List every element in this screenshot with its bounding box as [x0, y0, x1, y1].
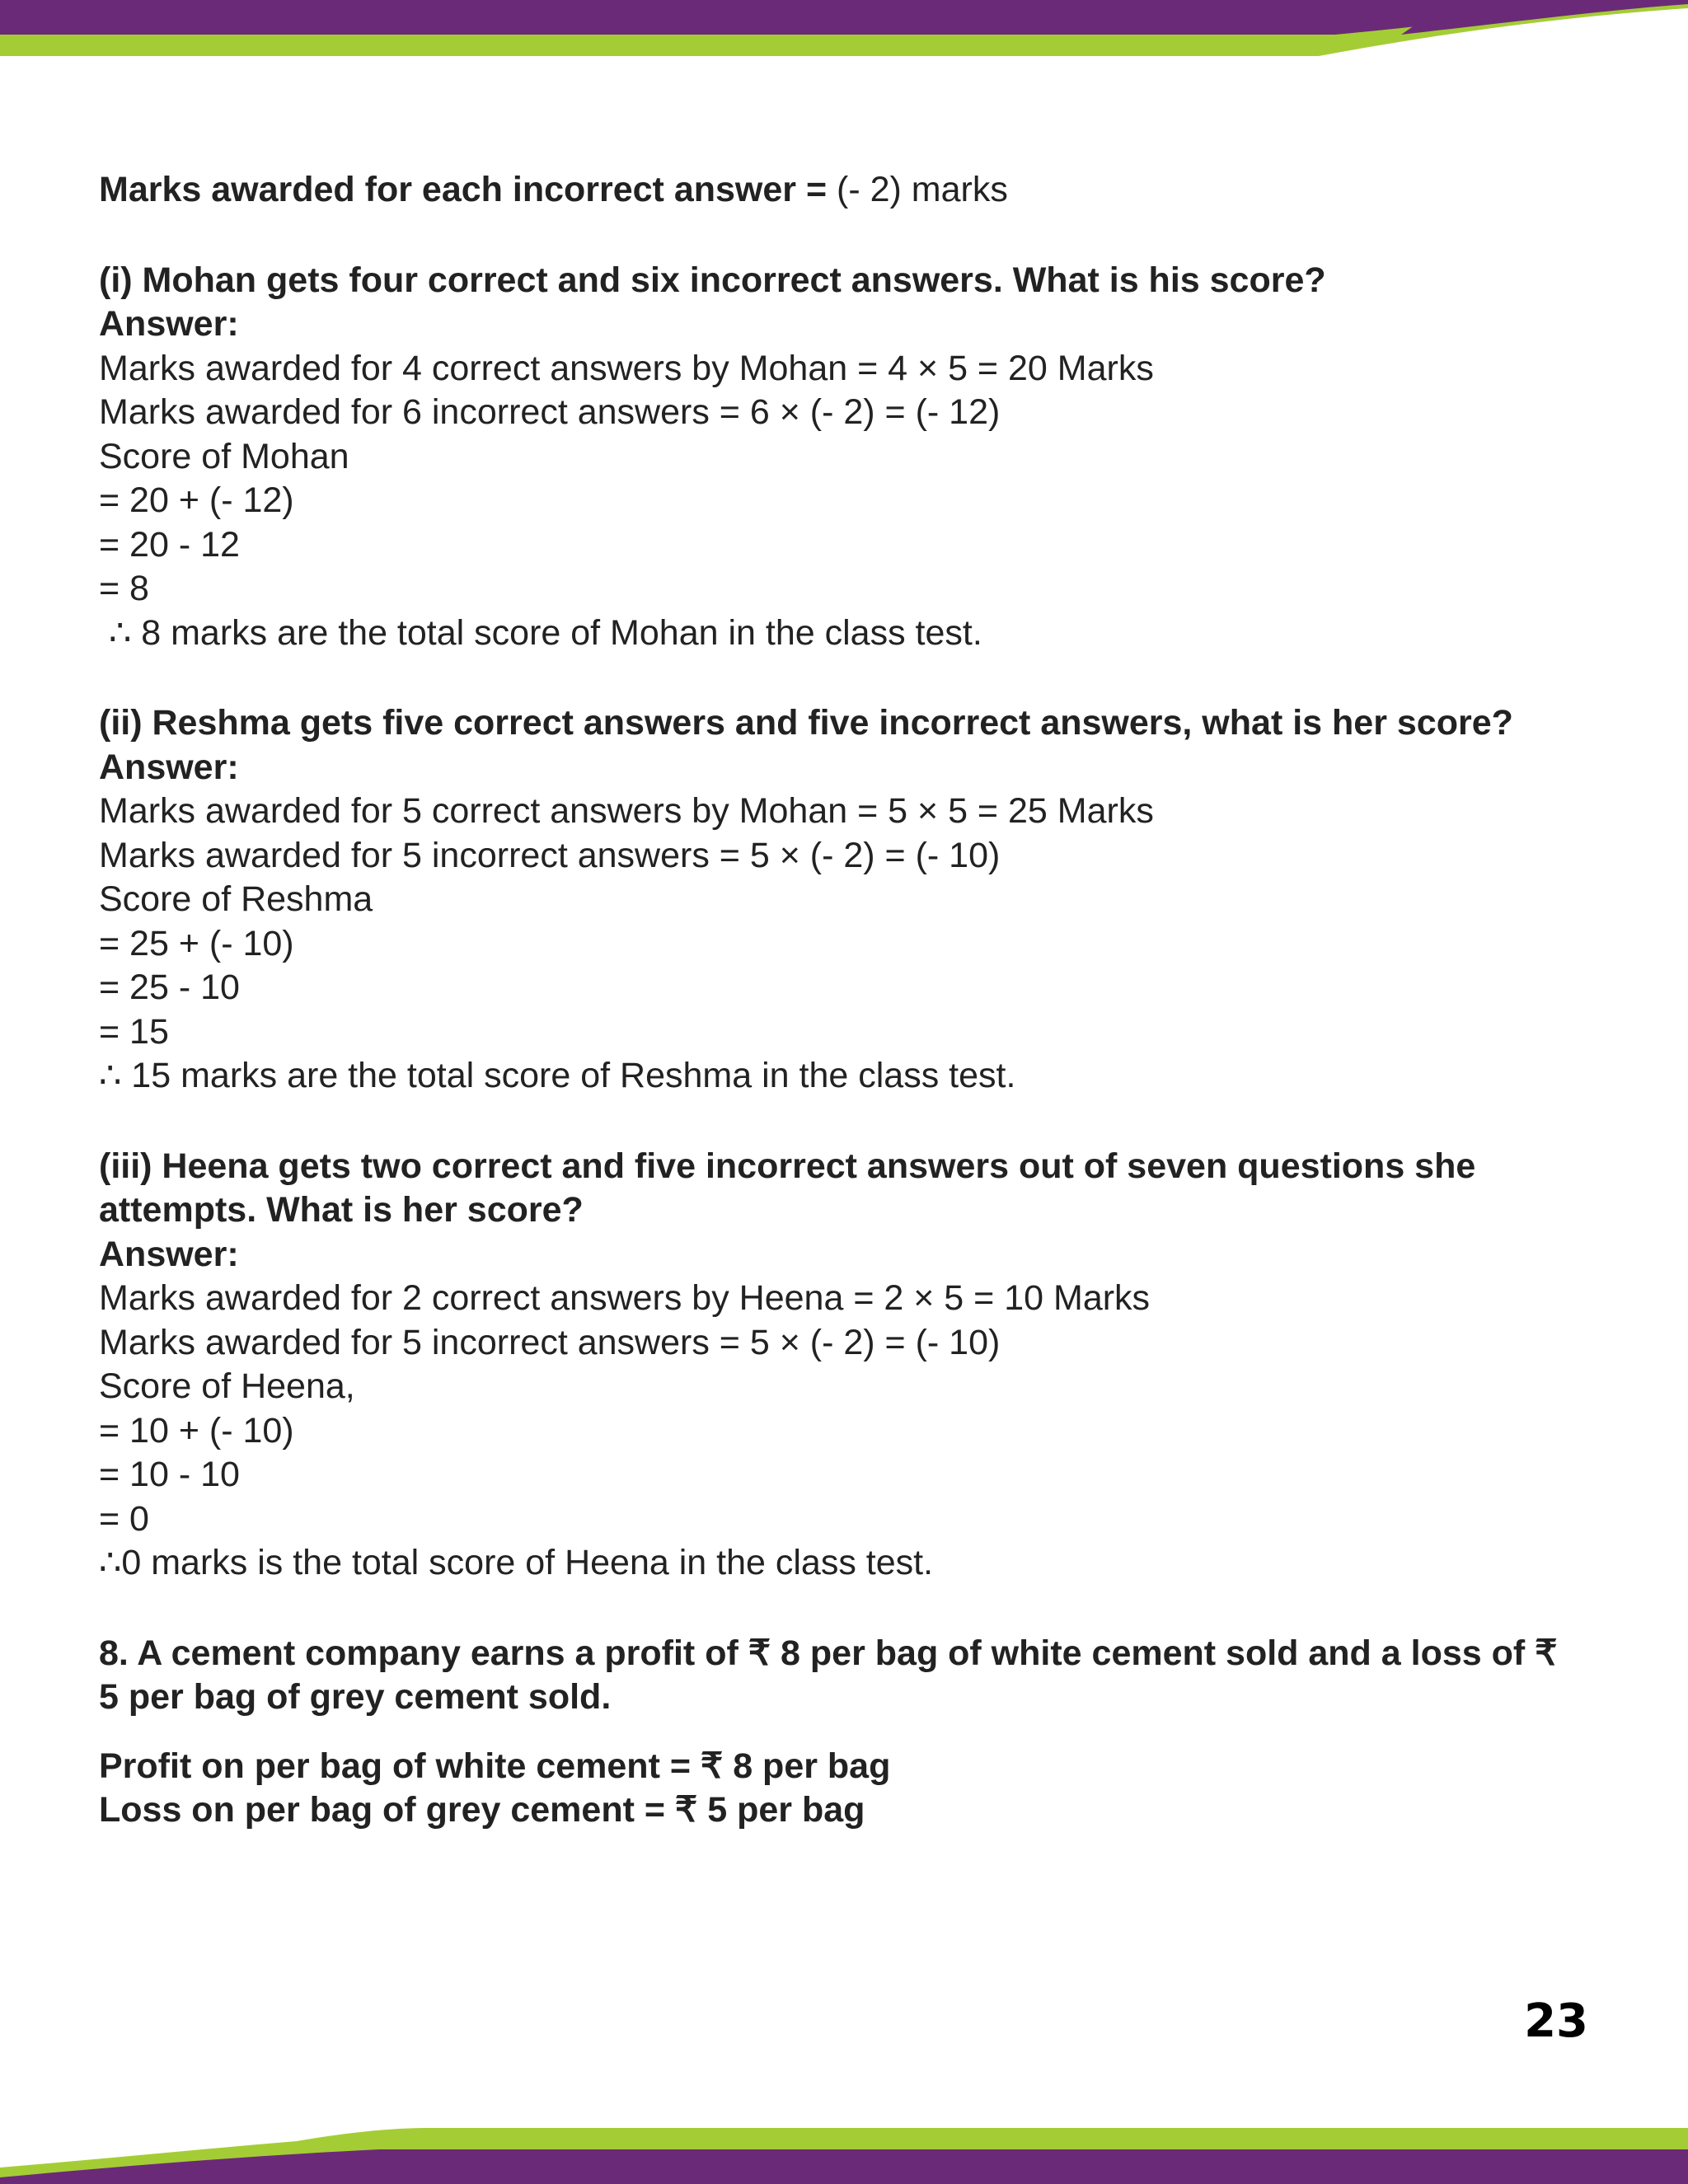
question-text: (iii) Heena gets two correct and five incorrect answers out of seven questions she attempts. What is her score? [99, 1146, 1476, 1230]
fact-line: Profit on per bag of white cement = ₹ 8 per bag [99, 1746, 891, 1786]
intro-line [99, 168, 1566, 213]
answer-line: Score of Mohan [99, 436, 349, 476]
answer-line: = 15 [99, 1011, 169, 1052]
answer-label: Answer: [99, 1234, 239, 1274]
answer-line: = 10 + (- 10) [99, 1410, 294, 1451]
intro-label: Marks awarded for each incorrect answer = [99, 170, 837, 209]
question-text: (ii) Reshma gets five correct answers and five incorrect answers, what is her score? [99, 703, 1513, 743]
answer-line: = 20 + (- 12) [99, 480, 294, 520]
answer-label: Answer: [99, 747, 239, 787]
page-number: 23 [1524, 1994, 1588, 2048]
answer-line: = 20 - 12 [99, 524, 240, 565]
question-8 [99, 1632, 1566, 1833]
conclusion-line: ∴ 15 marks are the total score of Reshma in the class test. [99, 1056, 1016, 1095]
answer-line: Marks awarded for 2 correct answers by Heena = 2 × 5 = 10 Marks [99, 1278, 1151, 1318]
question-iii [99, 1145, 1566, 1586]
question-ii [99, 701, 1566, 1099]
answer-line: Score of Heena, [99, 1366, 355, 1406]
answer-line: Marks awarded for 6 incorrect answers = 6 × (- 2) = (- 12) [99, 392, 1001, 432]
answer-line: Marks awarded for 5 incorrect answers = 5 × (- 2) = (- 10) [99, 1322, 1001, 1362]
bottom-decorative-band [0, 2118, 1688, 2184]
conclusion-line: ∴ 8 marks are the total score of Mohan in the class test. [99, 612, 982, 653]
answer-line: Score of Reshma [99, 879, 373, 919]
question-text: 8. A cement company earns a profit of ₹ 8 per bag of white cement sold and a loss of ₹ 5 per bag of grey cement sold. [99, 1633, 1558, 1717]
top-decorative-band [0, 0, 1688, 66]
answer-line: Marks awarded for 5 correct answers by Mohan = 5 × 5 = 25 Marks [99, 791, 1154, 831]
answer-line: = 25 + (- 10) [99, 923, 294, 963]
fact-line: Loss on per bag of grey cement = ₹ 5 per bag [99, 1790, 865, 1830]
question-i [99, 259, 1566, 656]
answer-line: = 10 - 10 [99, 1455, 240, 1494]
answer-line: = 8 [99, 569, 149, 608]
intro-value: (- 2) marks [837, 170, 1008, 209]
page-content [99, 168, 1566, 1833]
answer-line: Marks awarded for 4 correct answers by Mohan = 4 × 5 = 20 Marks [99, 348, 1154, 388]
conclusion-line: ∴0 marks is the total score of Heena in the class test. [99, 1543, 934, 1582]
answer-line: = 0 [99, 1498, 149, 1539]
answer-label: Answer: [99, 304, 239, 344]
question-text: (i) Mohan gets four correct and six incorrect answers. What is his score? [99, 260, 1326, 300]
answer-line: = 25 - 10 [99, 968, 240, 1007]
answer-line: Marks awarded for 5 incorrect answers = 5 × (- 2) = (- 10) [99, 835, 1001, 875]
